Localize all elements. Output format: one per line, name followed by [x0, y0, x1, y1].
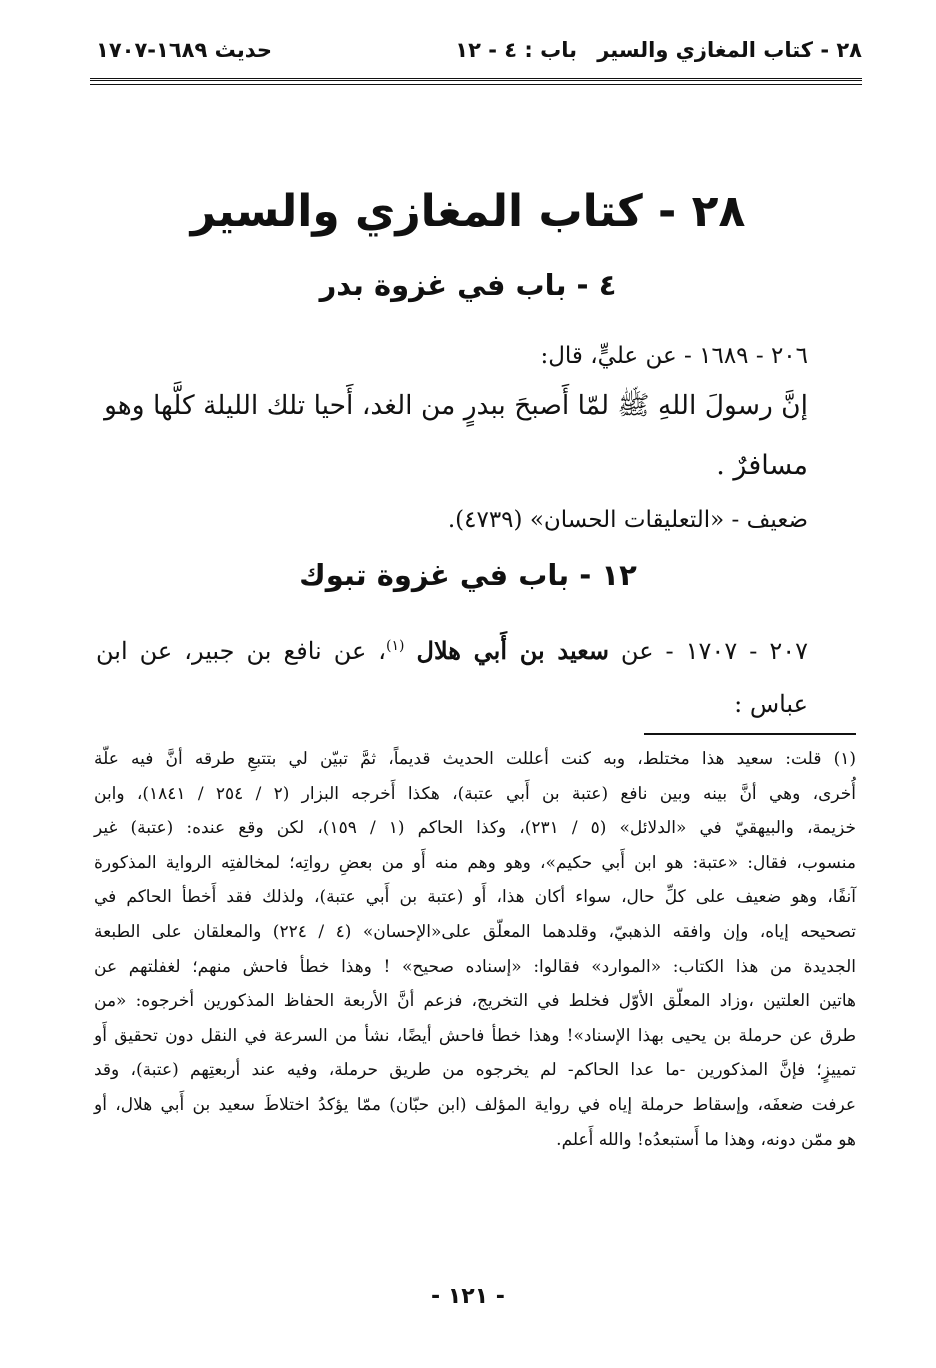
narrator-name: سعيد بن أَبي هلال: [416, 636, 609, 665]
footnote-line: منسوب، فقال: «عتبة: هو ابن أَبي حكيم»، وهو وهم منه أَو من بعضِ رواتِه؛ لمخالفتِه الرواية المذكورة: [94, 852, 856, 873]
hadith-207-heading-line-2: عباس :: [734, 690, 808, 718]
footnote-line: آنفًا، وهو ضعيف على كلِّ حال، سواء أكان هذا، أَو (عتبة بن أَبي عتبة)، ولذلك فقد أَخطأ الحاكم في: [94, 887, 856, 908]
footnote-line: تصحيحه إياه، وإن وافقه الذهبيّ، وقلدهما المعلّق على«الإحسان» (٤ / ٢٢٤) والمعلقان على الطبعة: [94, 921, 856, 942]
footnote-line: الجديدة من هذا الكتاب: «الموارد» فقالوا: «إسناده صحيح» ! وهذا خطأ فاحش منهم؛ لغفلتهم عن: [94, 956, 856, 977]
footnote-line: هو ممّن دونه، وهذا ما أَستبعدُه! والله أَعلم.: [556, 1129, 856, 1150]
header-book-title: ٢٨ - كتاب المغازي والسير: [597, 38, 862, 62]
footnote-rule: [644, 733, 856, 735]
footnote-line: تمييزٍ؛ فإنَّ المذكورين -ما عدا الحاكم- لم يخرجوه من طريق حرملة، وفيه عند أربعتِهم (عتبة)، وقد: [94, 1060, 856, 1081]
chapter-title-badr: ٤ - باب في غزوة بدر: [319, 268, 617, 302]
header-chapter-range: باب : ٤ - ١٢: [455, 38, 577, 62]
footnote-line: طرق عن حرملة بن يحيى بهذا الإسناد»! وهذا خطأ فاحش أيضًا، نشأ من السرعة في النقل دون تحقيق أَو: [94, 1025, 856, 1046]
hadith-206-heading: ٢٠٦ - ١٦٨٩ - عن عليٍّ، قال:: [540, 343, 808, 369]
footnote-line: (١) قلت: سعيد هذا مختلط، وبه كنت أعللت الحديث قديماً، ثمَّ تبيّن لي بتتبعِ طرقه أنَّ فيه علّة: [94, 749, 856, 769]
hadith-206-text-line-2: مسافرٌ .: [716, 450, 808, 481]
footnote-line: عرفت ضعفَه، وإسقاط حرملة إياه في رواية المؤلف (ابن حبّان) ممّا يؤكدُ اختلاطَ سعيد بن أَبي هلال، أو: [94, 1094, 856, 1115]
book-title: ٢٨ - كتاب المغازي والسير: [190, 186, 746, 237]
hadith-206-text-line-1: إنَّ رسولَ اللهِ ﷺ لمّا أَصبحَ ببدرٍ من الغد، أَحيا تلك الليلة كلَّها وهو: [104, 390, 808, 421]
footnote: [94, 742, 856, 1157]
header-rule: [90, 78, 862, 85]
hadith-206-grade: ضعيف - «التعليقات الحسان» (٤٧٣٩).: [447, 507, 808, 533]
hadith-207-prefix: ٢٠٧ - ١٧٠٧ - عن: [608, 637, 808, 665]
page-number: - ١٢١ -: [431, 1284, 505, 1309]
chapter-title-tabuk: ١٢ - باب في غزوة تبوك: [299, 558, 637, 592]
footnote-line: أُخرى، وهي أنَّ بينه وبين نافع (عتبة بن أَبي عتبة)، هكذا أَخرجه البزار (٢ / ٢٥٤ / ١٨٤١)، وابن: [94, 783, 856, 804]
hadith-207-suffix: ، عن نافع بن جبير، عن ابن: [96, 637, 387, 665]
running-header: [96, 38, 862, 74]
footnote-ref[interactable]: (١): [386, 638, 405, 654]
header-hadith-range: حديث ١٦٨٩-١٧٠٧: [96, 38, 272, 62]
footnote-line: خزيمة، والبيهقيّ في «الدلائل» (٥ / ٢٣١)، وكذا الحاكم (١ / ١٥٩)، لكن وقع عنده: (عتبة) غير: [94, 818, 856, 839]
footnote-line: هاتين العلتين ،وزاد المعلّق الأوّل فخلط في التخريج، فزعم أنَّ الأربعة الحفاظ المذكورين أخرجوه: «من: [94, 991, 856, 1012]
hadith-207-heading: [96, 626, 808, 671]
